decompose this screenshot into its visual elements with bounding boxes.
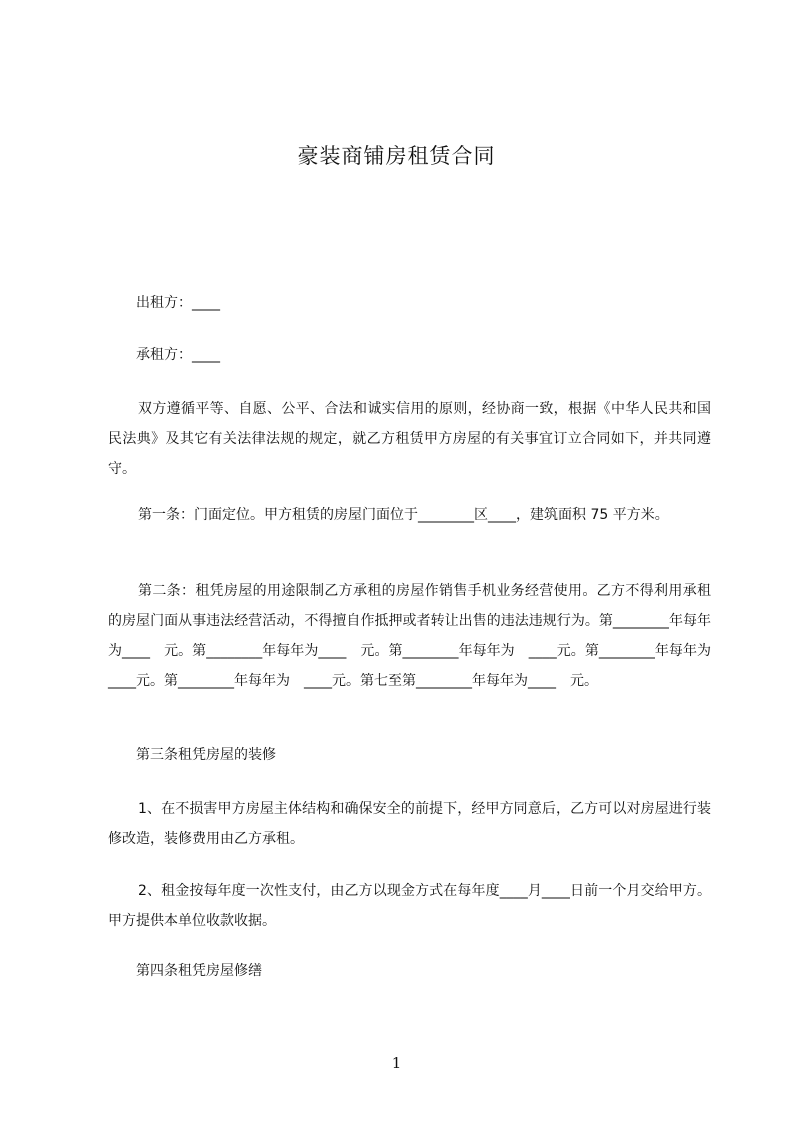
article-2-paragraph: 第二条：租凭房屋的用途限制乙方承租的房屋作销售手机业务经营使用。乙方不得利用承租的房屋门面从事违法经营活动，不得擅自作抵押或者转让出售的违法违规行为。第________年每年为____ 元。第________年每年为____ 元。第________年每年为 ____元。第________年每年为 ____元。第________年每年为 ____元。第七至第________年每年为____ 元。: [108, 583, 725, 689]
document-title: 豪装商铺房租赁合同: [297, 144, 496, 168]
article-3-item-2: 2、租金按每年度一次性支付，由乙方以现金方式在每年度____月____日前一个月交给甲方。甲方提供本单位收款收据。: [108, 883, 711, 929]
article-3-item-1: 1、在不损害甲方房屋主体结构和确保安全的前提下，经甲方同意后，乙方可以对房屋进行装修改造，装修费用由乙方承租。: [108, 801, 711, 847]
article-4-heading: 第四条租凭房屋修缮: [136, 963, 262, 979]
lessor-line: 出租方：____: [136, 295, 220, 311]
page-number: 1: [391, 1054, 402, 1072]
preamble-paragraph: 双方遵循平等、自愿、公平、合法和诚实信用的原则，经协商一致，根据《中华人民共和国民法典》及其它有关法律法规的规定，就乙方租赁甲方房屋的有关事宜订立合同如下，并共同遵守。: [108, 401, 711, 477]
lessee-line: 承租方：____: [136, 347, 220, 363]
article-1-paragraph: 第一条：门面定位。甲方租赁的房屋门面位于________区____，建筑面积 75 平方米。: [138, 507, 669, 523]
article-3-heading: 第三条租凭房屋的装修: [136, 747, 276, 763]
